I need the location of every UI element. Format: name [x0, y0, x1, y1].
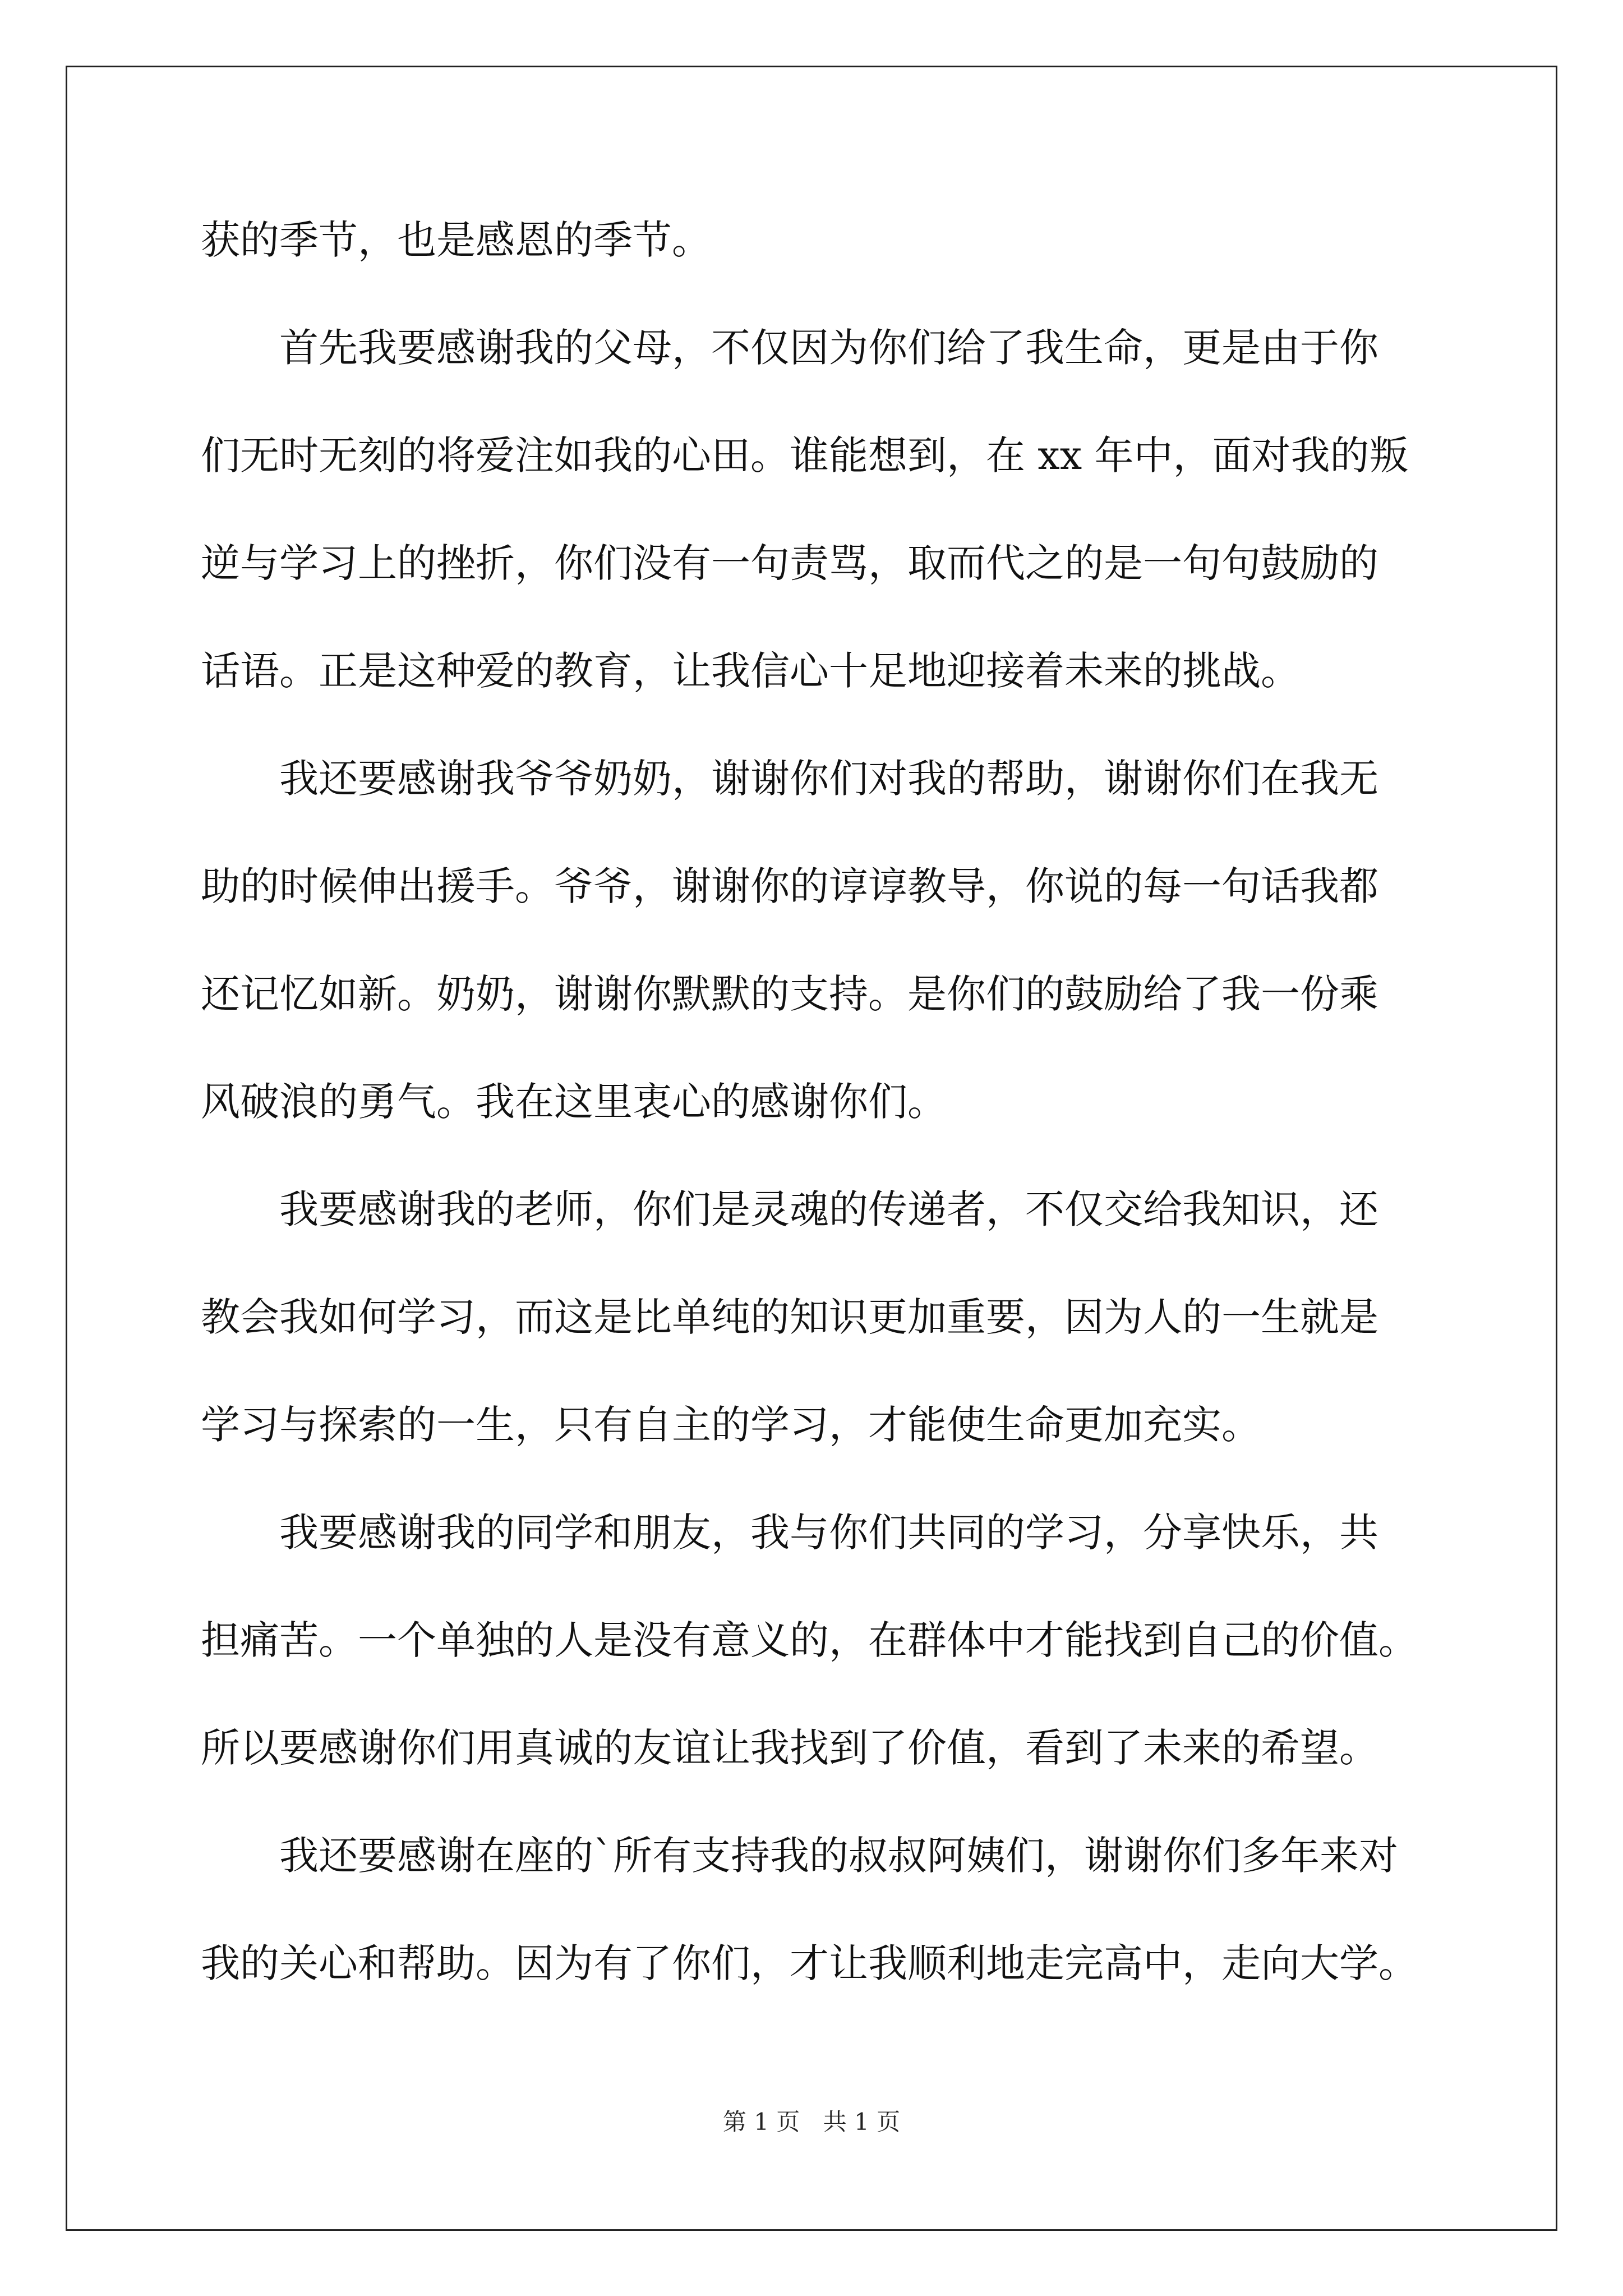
text-line: 逆与学习上的挫折，你们没有一句责骂，取而代之的是一句句鼓励的	[201, 540, 1378, 586]
text-line: 学习与探索的一生，只有自主的学习，才能使生命更加充实。	[201, 1402, 1261, 1448]
text-line: 我还要感谢在座的`所有支持我的叔叔阿姨们，谢谢你们多年来对	[201, 1833, 1398, 1879]
text-line: 助的时候伸出援手。爷爷，谢谢你的谆谆教导，你说的每一句话我都	[201, 863, 1378, 909]
text-line: 风破浪的勇气。我在这里衷心的感谢你们。	[201, 1079, 947, 1125]
text-line: 首先我要感谢我的父母，不仅因为你们给了我生命，更是由于你	[201, 325, 1378, 371]
text-line: 还记忆如新。奶奶，谢谢你默默的支持。是你们的鼓励给了我一份乘	[201, 971, 1378, 1017]
text-line: 教会我如何学习，而这是比单纯的知识更加重要，因为人的一生就是	[201, 1294, 1378, 1340]
text-line: 们无时无刻的将爱注如我的心田。谁能想到，在 xx 年中，面对我的叛	[201, 432, 1409, 478]
text-line: 我的关心和帮助。因为有了你们，才让我顺利地走完高中，走向大学。	[201, 1940, 1418, 1986]
page-number-total: 共 1 页	[823, 2108, 901, 2136]
text-line: 获的季节，也是感恩的季节。	[201, 217, 711, 263]
text-line: 担痛苦。一个单独的人是没有意义的，在群体中才能找到自己的价值。	[201, 1617, 1418, 1663]
text-line: 我要感谢我的同学和朋友，我与你们共同的学习，分享快乐，共	[201, 1510, 1378, 1556]
text-line: 所以要感谢你们用真诚的友谊让我找到了价值，看到了未来的希望。	[201, 1725, 1378, 1771]
text-line: 我还要感谢我爷爷奶奶，谢谢你们对我的帮助，谢谢你们在我无	[201, 756, 1378, 802]
text-line: 我要感谢我的老师，你们是灵魂的传递者，不仅交给我知识，还	[201, 1186, 1378, 1232]
page-number-current: 第 1 页	[722, 2108, 800, 2136]
document-body	[201, 215, 1423, 2046]
page-footer	[0, 2104, 1623, 2137]
text-line: 话语。正是这种爱的教育，让我信心十足地迎接着未来的挑战。	[201, 648, 1300, 694]
